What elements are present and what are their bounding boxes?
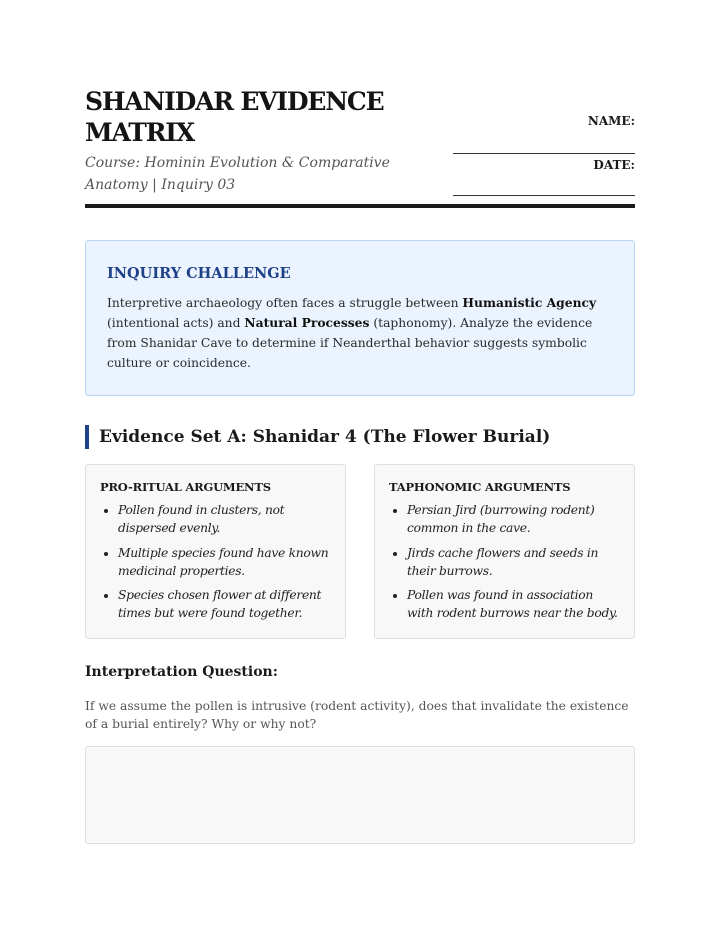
challenge-text-part: (taphonomy). Analyze the evidence from Shanidar Cave to determine if Neanderthal behavior suggests symbolic culture or coincidence. (107, 316, 593, 370)
taphonomic-card (374, 464, 635, 639)
list-item: • Pollen was found in association with rodent burrows near the body. (407, 586, 620, 622)
question-text: If we assume the pollen is intrusive (rodent activity), does that invalidate the existence of a burial entirely? Why or why not? (85, 699, 629, 731)
question-title: Interpretation Question: (85, 664, 278, 680)
pro-ritual-card (85, 464, 346, 639)
pro-ritual-list (100, 501, 331, 622)
header (85, 86, 635, 204)
challenge-text-part: (intentional acts) and (107, 316, 245, 330)
list-item: • Persian Jird (burrowing rodent) common in the cave. (407, 501, 620, 537)
header-divider (85, 204, 635, 208)
term-natural-processes: Natural Processes (244, 315, 370, 330)
list-item: • Pollen found in clusters, not dispersed evenly. (118, 501, 331, 537)
answer-box[interactable] (85, 746, 635, 844)
list-item: • Multiple species found have known medicinal properties. (118, 544, 331, 580)
page-title: SHANIDAR EVIDENCE MATRIX (85, 87, 384, 147)
inquiry-challenge-box (85, 240, 635, 396)
worksheet (85, 86, 635, 844)
taphonomic-list (389, 501, 620, 622)
list-item: • Species chosen flower at different times but were found together. (118, 586, 331, 622)
challenge-text (107, 293, 613, 373)
challenge-title: INQUIRY CHALLENGE (107, 265, 291, 282)
name-field[interactable] (453, 112, 635, 154)
evidence-columns (85, 464, 635, 639)
list-item: • Jirds cache flowers and seeds in their burrows. (407, 544, 620, 580)
name-label: NAME: (587, 114, 635, 128)
term-humanistic-agency: Humanistic Agency (462, 295, 597, 310)
student-fields (453, 112, 635, 196)
pro-ritual-title: PRO-RITUAL ARGUMENTS (100, 480, 271, 494)
taphonomic-title: TAPHONOMIC ARGUMENTS (389, 480, 571, 494)
challenge-text-part: Interpretive archaeology often faces a struggle between (107, 296, 463, 310)
course-subtitle: Course: Hominin Evolution & Comparative Anatomy | Inquiry 03 (85, 155, 390, 193)
date-label: DATE: (593, 158, 635, 172)
date-field[interactable] (453, 154, 635, 196)
section-title: Evidence Set A: Shanidar 4 (The Flower Burial) (85, 425, 635, 449)
